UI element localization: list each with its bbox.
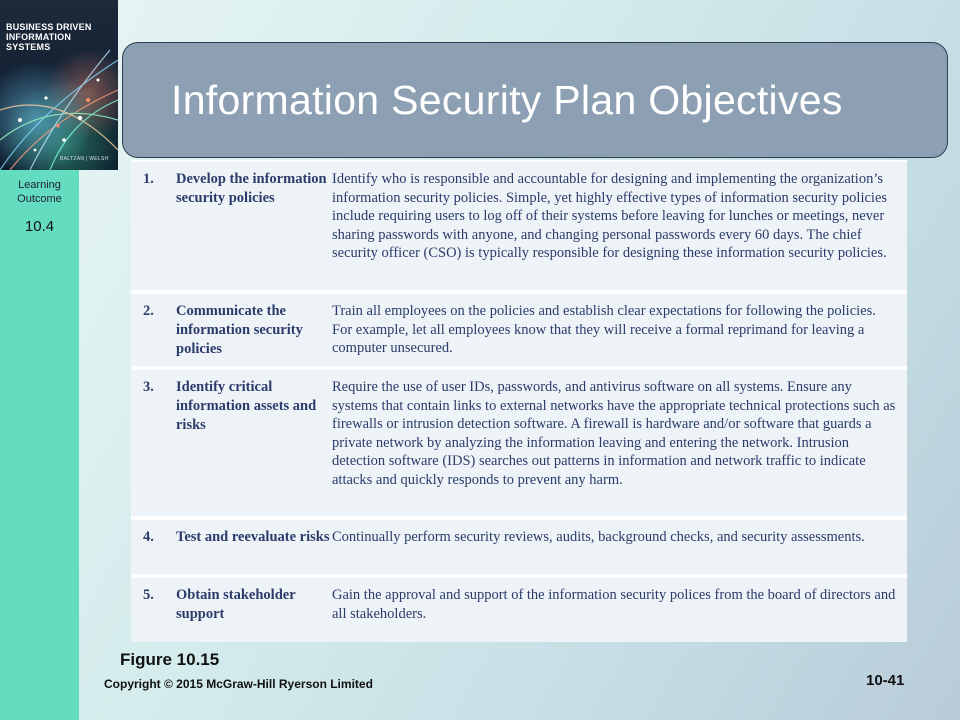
slide-number: 10-41 xyxy=(866,672,905,689)
objective-description: Identify who is responsible and accountable for designing and implementing the organization’s information security policies. Simple, yet highly effective types of information security policies include requiring users to log off of their systems before leaving for lunches or meetings, never sharing passwords with anyone, and changing personal passwords every 60 days. The chief security officer (CSO) is typically responsible for designing these information security policies. xyxy=(332,171,888,262)
objective-description: Train all employees on the policies and establish clear expectations for following the policies. For example, let all employees know that they will receive a formal reprimand for leaving a computer unsecured. xyxy=(332,303,876,357)
row-number: 3. xyxy=(143,379,154,395)
title-banner xyxy=(122,42,948,158)
row-number: 4. xyxy=(143,529,154,545)
slide-title: Information Security Plan Objectives xyxy=(171,77,843,123)
book-title xyxy=(6,22,114,52)
objective-name: Test and reevaluate risks xyxy=(176,529,330,545)
book-title-line: INFORMATION SYSTEMS xyxy=(6,32,72,52)
book-title-line: BUSINESS DRIVEN xyxy=(6,22,92,32)
row-number: 2. xyxy=(143,303,154,319)
row-number: 5. xyxy=(143,587,154,603)
objective-name: Obtain stakeholder support xyxy=(176,587,296,622)
learning-outcome-label-line: Learning xyxy=(18,179,61,191)
table-row xyxy=(131,294,907,366)
objective-description: Continually perform security reviews, audits, background checks, and security assessments. xyxy=(332,529,865,545)
objective-name: Develop the information security policies xyxy=(176,171,327,206)
objectives-table xyxy=(131,160,907,636)
table-row xyxy=(131,370,907,516)
table-row xyxy=(131,162,907,290)
table-row xyxy=(131,520,907,574)
learning-outcome-label-line: Outcome xyxy=(17,193,62,205)
row-number: 1. xyxy=(143,171,154,187)
objective-name: Communicate the information security policies xyxy=(176,303,303,357)
book-authors: BALTZAN | WELSH xyxy=(60,156,109,162)
objective-description: Gain the approval and support of the information security polices from the board of directors and all stakeholders. xyxy=(332,587,896,622)
book-cover-image xyxy=(0,0,118,170)
table-row xyxy=(131,578,907,642)
learning-outcome-number: 10.4 xyxy=(24,218,55,235)
learning-outcome-label xyxy=(0,178,79,206)
objective-description: Require the use of user IDs, passwords, and antivirus software on all systems. Ensure any systems that contain links to external networks have the appropriate technical protections such as firewalls or intrusion detection software. A firewall is hardware and/or software that guards a private network by analyzing the information leaving and entering the network. Intrusion detection software (IDS) searches out patterns in information and network traffic to indicate attacks and quickly responds to prevent any harm. xyxy=(332,379,896,488)
copyright-notice: Copyright © 2015 McGraw-Hill Ryerson Limited xyxy=(104,677,373,691)
objective-name: Identify critical information assets and risks xyxy=(176,379,317,433)
figure-label: Figure 10.15 xyxy=(120,650,220,669)
